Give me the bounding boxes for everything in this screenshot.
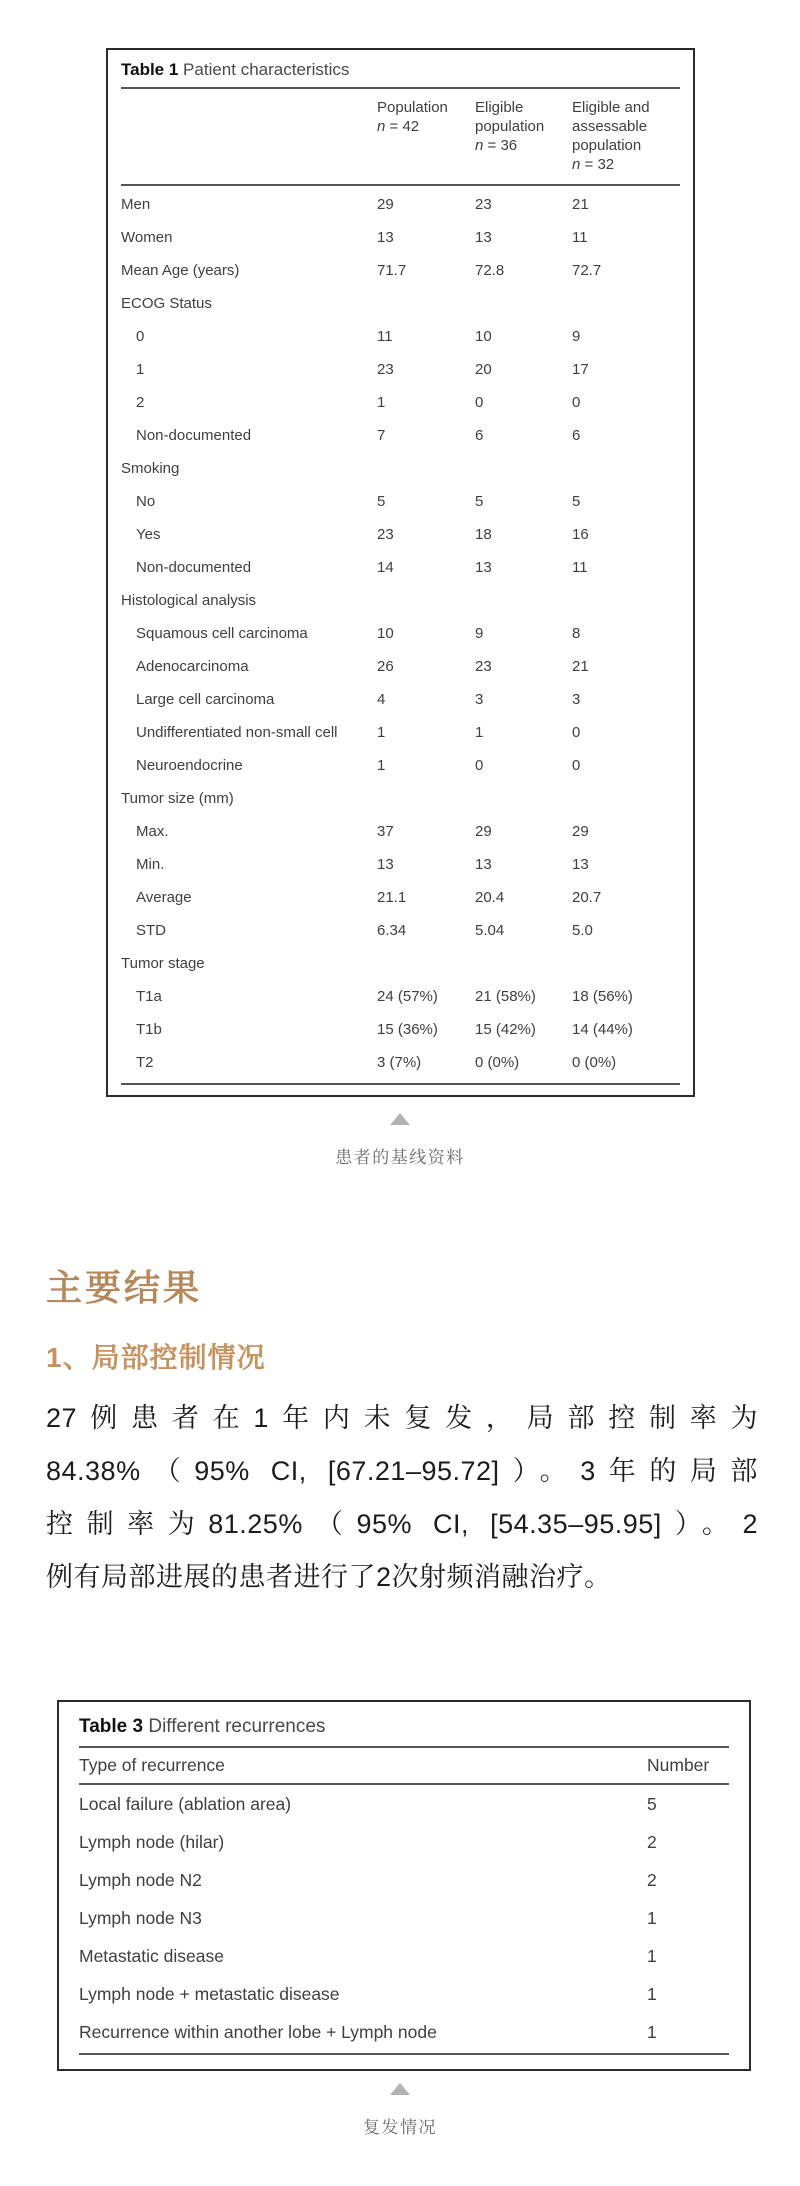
row-value: 8	[572, 625, 581, 642]
row-value: 11	[572, 229, 588, 246]
row-label: Local failure (ablation area)	[79, 1793, 292, 1814]
row-label: Mean Age (years)	[121, 262, 240, 279]
row-label: Undifferentiated non-small cell	[136, 724, 338, 741]
column-n-count: n = 36	[475, 137, 518, 154]
column-header-line: population	[572, 137, 642, 154]
table-row	[121, 221, 680, 254]
row-value: 0 (0%)	[475, 1054, 520, 1071]
row-value: 3	[572, 691, 581, 708]
table3-title	[79, 1714, 729, 1740]
row-label: Tumor stage	[121, 955, 205, 972]
row-label: Men	[121, 196, 151, 213]
row-label: Smoking	[121, 460, 180, 477]
row-label: Metastatic disease	[79, 1945, 224, 1966]
row-value: 71.7	[377, 262, 407, 279]
table-row	[121, 848, 680, 881]
column-header	[377, 98, 475, 174]
row-value: 21	[572, 196, 589, 213]
row-value: 13	[377, 229, 394, 246]
row-value: 2	[647, 1869, 657, 1890]
row-label: Max.	[136, 823, 169, 840]
column-header-line: population	[475, 118, 545, 135]
row-value: 0	[475, 394, 484, 411]
table-row	[79, 2013, 729, 2051]
row-value: 0	[572, 394, 581, 411]
table-row	[121, 551, 680, 584]
row-value: 18 (56%)	[572, 988, 633, 1005]
row-value: 5	[647, 1793, 657, 1814]
table3-bottom-rule	[79, 2053, 729, 2055]
table3-title-number: Table 3	[79, 1716, 144, 1737]
table1-bottom-rule	[121, 1083, 680, 1085]
column-header-line: assessable	[572, 118, 648, 135]
row-label: 2	[136, 394, 145, 411]
row-label: Lymph node + metastatic disease	[79, 1983, 340, 2004]
table3-caption-text: 复发情况	[363, 2118, 437, 2137]
row-value: 1	[377, 724, 386, 741]
table-row	[121, 1013, 680, 1046]
row-value: 20	[475, 361, 492, 378]
row-value: 10	[475, 328, 492, 345]
row-value: 9	[475, 625, 484, 642]
table1-header	[121, 98, 680, 178]
row-value: 1	[377, 394, 386, 411]
row-value: 0	[475, 757, 484, 774]
row-value: 29	[475, 823, 492, 840]
table-row	[121, 650, 680, 683]
row-label: Histological analysis	[121, 592, 257, 609]
row-value: 2	[647, 1831, 657, 1852]
table-row	[79, 1823, 729, 1861]
table-row	[121, 452, 680, 485]
triangle-up-icon	[390, 1113, 410, 1125]
table1-header-spacer	[121, 98, 377, 174]
table1-body	[121, 188, 680, 1079]
table1-header-rule	[121, 184, 680, 186]
column-header	[475, 98, 572, 174]
row-value: 13	[475, 229, 492, 246]
column-header-line: Eligible	[475, 99, 524, 116]
paragraph-line: 84.38%（95% CI, [67.21–95.72]）。3年的局部	[46, 1456, 758, 1486]
row-label: Squamous cell carcinoma	[136, 625, 308, 642]
row-value: 1	[647, 2021, 657, 2042]
paragraph-line: 例有局部进展的患者进行了2次射频消融治疗。	[46, 1562, 612, 1592]
row-label: Large cell carcinoma	[136, 691, 275, 708]
row-value: 1	[647, 1983, 657, 2004]
column-header-line: Population	[377, 99, 448, 116]
row-value: 21	[572, 658, 589, 675]
table1-caption-text: 患者的基线资料	[335, 1148, 465, 1167]
table3-header	[79, 1748, 729, 1783]
table-row	[121, 188, 680, 221]
table-row	[121, 386, 680, 419]
results-paragraph	[46, 1392, 758, 1604]
table-row	[121, 518, 680, 551]
row-value: 5	[377, 493, 386, 510]
table-row	[121, 782, 680, 815]
row-label: T1a	[136, 988, 162, 1005]
table1-title	[121, 58, 680, 82]
row-value: 17	[572, 361, 589, 378]
table3-title-text: Different recurrences	[143, 1716, 326, 1737]
row-value: 1	[377, 757, 386, 774]
row-value: 0	[572, 724, 581, 741]
row-value: 13	[572, 856, 589, 873]
triangle-up-icon	[390, 2083, 410, 2095]
row-value: 13	[475, 559, 492, 576]
table-row	[121, 683, 680, 716]
row-value: 4	[377, 691, 386, 708]
row-label: Yes	[136, 526, 161, 543]
table3-caption	[0, 2082, 800, 2138]
table1-patient-characteristics	[106, 48, 695, 1097]
row-label: T2	[136, 1054, 154, 1071]
row-value: 5	[572, 493, 581, 510]
row-value: 1	[647, 1907, 657, 1928]
row-value: 6.34	[377, 922, 407, 939]
row-value: 72.8	[475, 262, 505, 279]
row-value: 26	[377, 658, 394, 675]
row-value: 13	[377, 856, 394, 873]
subsection-heading: 1、局部控制情况	[46, 1342, 266, 1373]
row-label: Non-documented	[136, 427, 252, 444]
paragraph-line: 27例患者在1年内未复发，局部控制率为	[46, 1403, 758, 1433]
row-label: 1	[136, 361, 145, 378]
row-value: 3 (7%)	[377, 1054, 422, 1071]
row-label: Lymph node (hilar)	[79, 1831, 225, 1852]
row-value: 13	[475, 856, 492, 873]
row-value: 20.7	[572, 889, 602, 906]
row-label: STD	[136, 922, 166, 939]
row-label: Lymph node N3	[79, 1907, 202, 1928]
row-label: Tumor size (mm)	[121, 790, 234, 807]
row-value: 10	[377, 625, 394, 642]
table3-header-number: Number	[647, 1755, 710, 1775]
table1-top-rule	[121, 87, 680, 89]
row-value: 72.7	[572, 262, 602, 279]
row-label: Neuroendocrine	[136, 757, 243, 774]
table-row	[121, 947, 680, 980]
row-value: 15 (36%)	[377, 1021, 438, 1038]
column-n-count: n = 42	[377, 118, 420, 135]
row-value: 11	[377, 328, 393, 345]
table-row	[121, 716, 680, 749]
table-row	[121, 749, 680, 782]
paragraph-line: 控制率为81.25%（95% CI, [54.35–95.95]）。2	[46, 1509, 758, 1539]
row-value: 11	[572, 559, 588, 576]
table-row	[79, 1861, 729, 1899]
row-value: 29	[572, 823, 589, 840]
column-n-count: n = 32	[572, 156, 615, 173]
row-label: Average	[136, 889, 192, 906]
table-row	[121, 617, 680, 650]
table-row	[121, 584, 680, 617]
row-value: 14 (44%)	[572, 1021, 633, 1038]
row-value: 21 (58%)	[475, 988, 536, 1005]
row-value: 23	[475, 196, 492, 213]
row-value: 20.4	[475, 889, 505, 906]
section-heading: 主要结果	[46, 1267, 203, 1309]
row-value: 7	[377, 427, 386, 444]
row-value: 6	[475, 427, 484, 444]
row-label: Recurrence within another lobe + Lymph node	[79, 2021, 437, 2042]
table1-title-number: Table 1	[121, 60, 179, 79]
table1-title-text: Patient characteristics	[178, 60, 350, 79]
row-value: 29	[377, 196, 394, 213]
table-row	[121, 914, 680, 947]
row-label: Non-documented	[136, 559, 252, 576]
row-value: 3	[475, 691, 484, 708]
row-value: 16	[572, 526, 589, 543]
table-row	[121, 287, 680, 320]
table-row	[121, 815, 680, 848]
table-row	[121, 485, 680, 518]
row-value: 1	[647, 1945, 657, 1966]
table-row	[121, 320, 680, 353]
row-value: 5.04	[475, 922, 505, 939]
table-row	[121, 419, 680, 452]
table1-caption	[0, 1112, 800, 1168]
row-value: 1	[475, 724, 484, 741]
row-value: 9	[572, 328, 581, 345]
row-value: 0 (0%)	[572, 1054, 617, 1071]
table3-body	[79, 1785, 729, 2051]
column-header-line: Eligible and	[572, 99, 650, 116]
table-row	[121, 1046, 680, 1079]
table-row	[79, 1899, 729, 1937]
row-value: 24 (57%)	[377, 988, 438, 1005]
column-header	[572, 98, 680, 174]
table-row	[79, 1975, 729, 2013]
row-value: 5	[475, 493, 484, 510]
row-value: 5.0	[572, 922, 593, 939]
table-row	[79, 1937, 729, 1975]
row-label: Adenocarcinoma	[136, 658, 249, 675]
row-label: Lymph node N2	[79, 1869, 202, 1890]
table3-different-recurrences	[57, 1700, 751, 2071]
row-value: 23	[377, 526, 394, 543]
row-value: 23	[377, 361, 394, 378]
table-row	[121, 353, 680, 386]
table3-header-type: Type of recurrence	[79, 1755, 225, 1775]
row-label: No	[136, 493, 156, 510]
table-row	[79, 1785, 729, 1823]
row-value: 23	[475, 658, 492, 675]
row-value: 18	[475, 526, 492, 543]
row-label: 0	[136, 328, 145, 345]
row-value: 6	[572, 427, 581, 444]
row-value: 14	[377, 559, 394, 576]
row-value: 0	[572, 757, 581, 774]
row-value: 15 (42%)	[475, 1021, 536, 1038]
table-row	[121, 254, 680, 287]
row-label: Min.	[136, 856, 165, 873]
table-row	[121, 881, 680, 914]
row-label: Women	[121, 229, 173, 246]
row-value: 37	[377, 823, 394, 840]
table-row	[121, 980, 680, 1013]
row-label: T1b	[136, 1021, 162, 1038]
row-value: 21.1	[377, 889, 407, 906]
row-label: ECOG Status	[121, 295, 212, 312]
